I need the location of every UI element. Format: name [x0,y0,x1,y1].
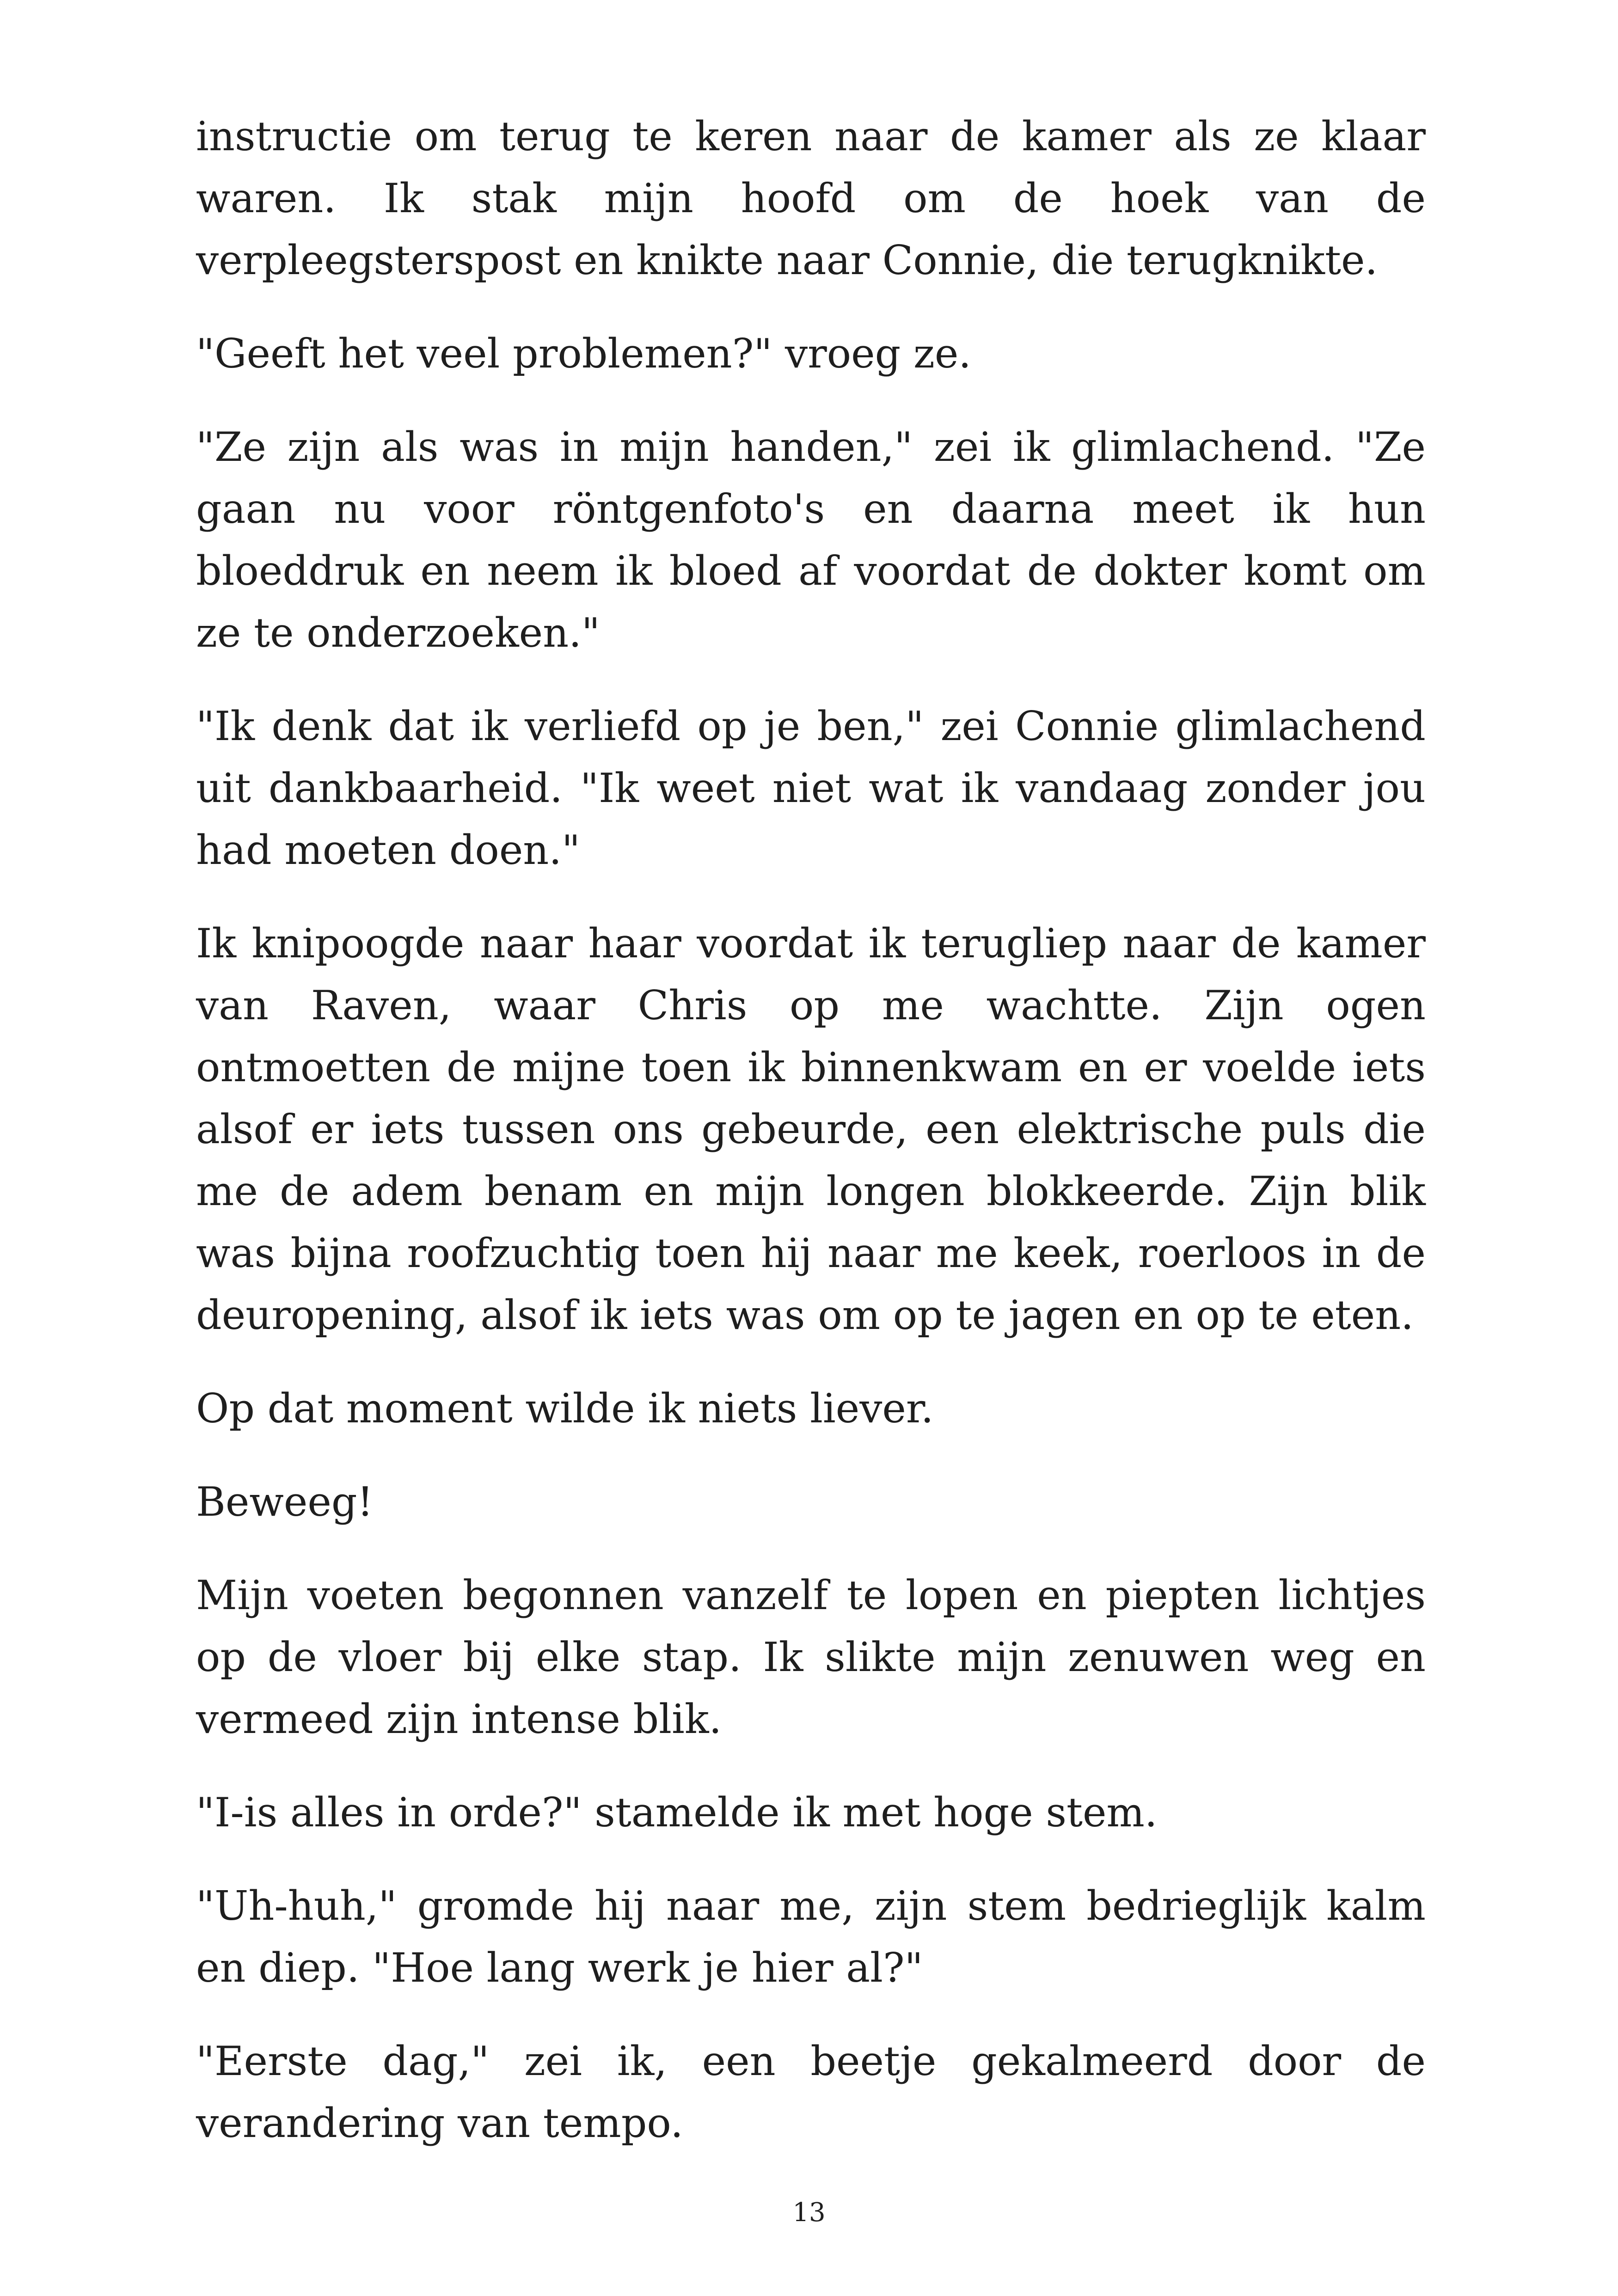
paragraph: "Ik denk dat ik verliefd op je ben," zei Connie glimlachend uit dankbaarheid. "Ik weet niet wat ik vandaag zonder jou had moeten doen." [196,703,1426,874]
paragraph: "Eerste dag," zei ik, een beetje gekalmeerd door de verandering van tempo. [196,2038,1426,2147]
paragraph: Ik knipoogde naar haar voordat ik terugliep naar de kamer van Raven, waar Chris op me wachtte. Zijn ogen ontmoetten de mijne toen ik binnenkwam en er voelde iets alsof er iets tussen ons gebeurde, een elektrische puls die me de adem benam en mijn longen blokkeerde. Zijn blik was bijna roofzuchtig toen hij naar me keek, roerloos in de deuropening, alsof ik iets was om op te jagen en op te eten. [196,920,1426,1339]
paragraph: Op dat moment wilde ik niets liever. [196,1385,934,1432]
paragraph: Beweeg! [196,1478,374,1525]
page-number: 13 [792,2198,826,2228]
paragraph: "Ze zijn als was in mijn handen," zei ik glimlachend. "Ze gaan nu voor röntgenfoto's en daarna meet ik hun bloeddruk en neem ik bloed af voordat de dokter komt om ze te onderzoeken." [196,423,1426,656]
paragraph: "I-is alles in orde?" stamelde ik met hoge stem. [196,1789,1158,1836]
paragraph: "Geeft het veel problemen?" vroeg ze. [196,330,971,377]
body-text [196,105,1426,2154]
paragraph: "Uh-huh," gromde hij naar me, zijn stem bedrieglijk kalm en diep. "Hoe lang werk je hier al?" [196,1882,1426,1991]
paragraph: instructie om terug te keren naar de kamer als ze klaar waren. Ik stak mijn hoofd om de hoek van de verpleegsterspost en knikte naar Connie, die terugknikte. [196,113,1426,284]
paragraph: Mijn voeten begonnen vanzelf te lopen en piepten lichtjes op de vloer bij elke stap. Ik slikte mijn zenuwen weg en vermeed zijn intense blik. [196,1572,1426,1743]
